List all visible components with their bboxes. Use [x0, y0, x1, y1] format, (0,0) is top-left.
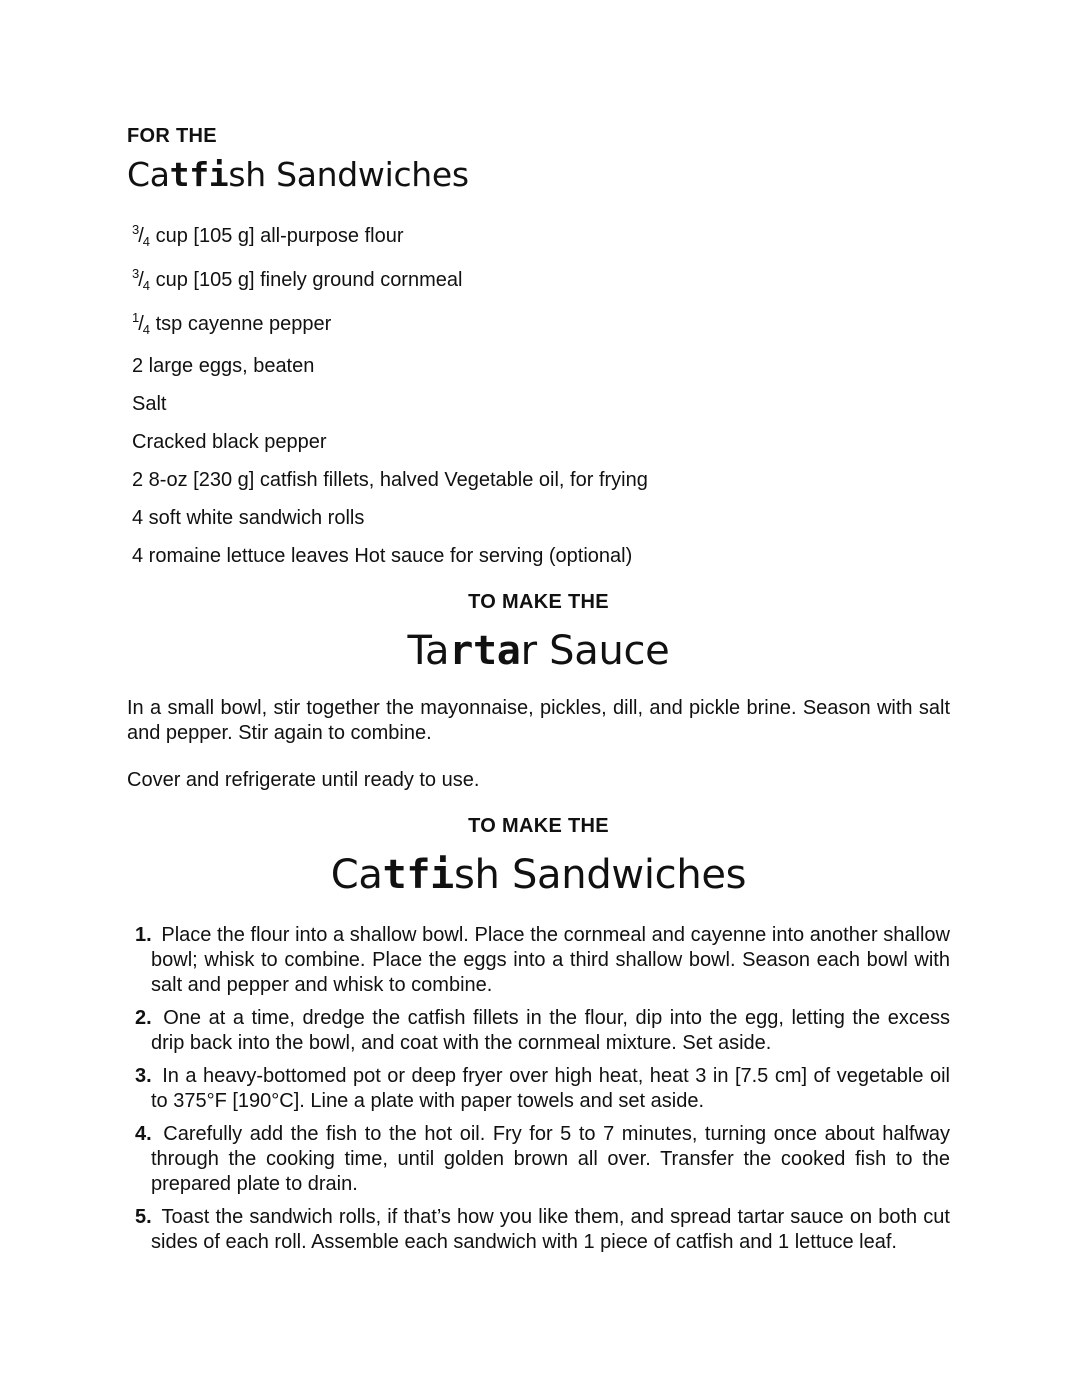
step-item [127, 1122, 950, 1197]
ingredient-item: Cracked black pepper [132, 431, 327, 453]
step-item [127, 1205, 950, 1255]
section-kicker: TO MAKE THE [468, 815, 609, 837]
step-item [127, 923, 950, 998]
title-part: r Sauce [520, 628, 670, 674]
step-number: 2. [135, 1007, 152, 1029]
title-part-bold: tfi [169, 155, 229, 194]
section-title-tartar-sauce [127, 628, 950, 674]
ingredient-item: 4 romaine lettuce leaves Hot sauce for serving (optional) [132, 545, 633, 567]
title-part-bold: tfi [382, 852, 454, 898]
section-kicker: TO MAKE THE [468, 591, 609, 613]
ingredient-item: 2 large eggs, beaten [132, 355, 315, 377]
step-text: Place the flour into a shallow bowl. Place the cornmeal and cayenne into another shallow bowl; whisk to combine. Place the eggs into a third shallow bowl. Season each bowl with salt and pepper and whisk to combine. [151, 924, 951, 996]
section-title-catfish-sandwiches [127, 852, 950, 898]
step-number: 4. [135, 1123, 152, 1145]
instruction-paragraph: In a small bowl, stir together the mayonnaise, pickles, dill, and pickle brine. Season with salt and pepper. Stir again to combine. [127, 697, 950, 744]
step-text: Toast the sandwich rolls, if that’s how you like them, and spread tartar sauce on both cut sides of each roll. Assemble each sandwich with 1 piece of catfish and 1 lettuce leaf. [151, 1206, 950, 1253]
ingredient-item: Salt [132, 393, 167, 415]
step-item [127, 1006, 950, 1056]
step-text: In a heavy-bottomed pot or deep fryer over high heat, heat 3 in [7.5 cm] of vegetable oil to 375°F [190°C]. Line a plate with paper towels and set aside. [151, 1065, 950, 1112]
step-item [127, 1064, 950, 1114]
ingredient-item: $^3/_4$ cup [105 g] finely ground cornmeal [132, 266, 463, 293]
title-part: sh Sandwiches [453, 852, 747, 898]
step-text: One at a time, dredge the catfish fillets in the flour, dip into the egg, letting the excess drip back into the bowl, and coat with the cornmeal mixture. Set aside. [151, 1007, 950, 1054]
section-title-catfish-sandwiches [127, 155, 469, 194]
steps-list [127, 923, 950, 1263]
title-part-bold: rta [449, 628, 521, 674]
section-kicker: FOR THE [127, 125, 217, 147]
ingredient-item: $^3/_4$ cup [105 g] all-purpose flour [132, 222, 404, 249]
ingredient-item: 4 soft white sandwich rolls [132, 507, 365, 529]
title-part: Ta [407, 628, 450, 674]
title-part: Ca [330, 852, 383, 898]
step-number: 3. [135, 1065, 152, 1087]
ingredient-item: $^1/_4$ tsp cayenne pepper [132, 310, 332, 337]
title-part: Ca [127, 155, 170, 194]
step-number: 1. [135, 924, 152, 946]
title-part: sh Sandwiches [228, 155, 469, 194]
instruction-paragraph: Cover and refrigerate until ready to use. [127, 769, 480, 791]
step-text: Carefully add the fish to the hot oil. Fry for 5 to 7 minutes, turning once about halfway through the cooking time, until golden brown all over. Transfer the cooked fish to the prepared plate to drain. [151, 1123, 951, 1195]
ingredient-item: 2 8-oz [230 g] catfish fillets, halved Vegetable oil, for frying [132, 469, 648, 491]
step-number: 5. [135, 1206, 152, 1228]
